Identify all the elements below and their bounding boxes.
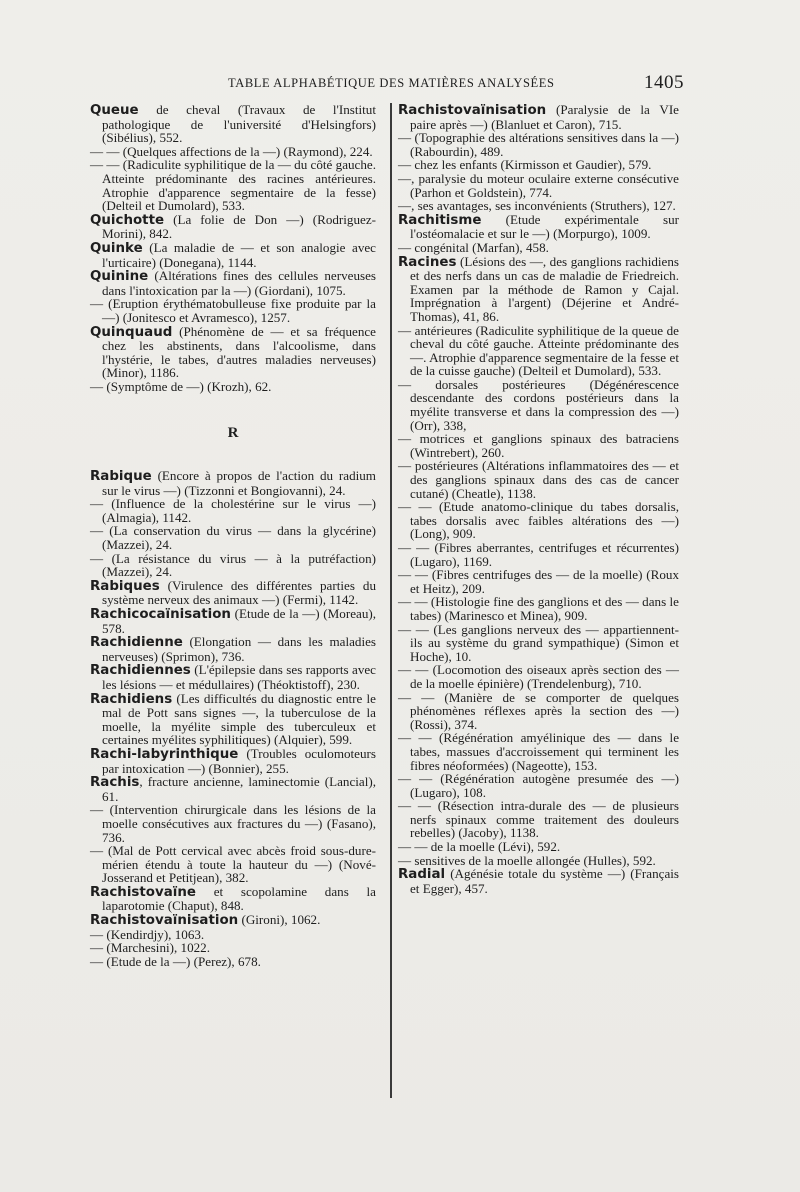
- page-number: 1405: [644, 72, 684, 93]
- index-entry: [398, 255, 679, 324]
- index-entry: [398, 772, 679, 799]
- index-entry: [90, 913, 376, 928]
- entry-text: — — (Histologie fine des ganglions et des — dans le tabes) (Marinesco et Minea), 909.: [398, 594, 679, 623]
- entry-text: (L'épilepsie dans ses rapports avec les lésions — et médullaires) (Théoktistoff), 230.: [102, 662, 376, 692]
- entry-headword: Rachistovaïnisation: [90, 913, 239, 929]
- entry-text: — (Topographie des altérations sensitives dans la —) (Rabourdin), 489.: [398, 130, 679, 159]
- entry-text: (Altérations fines des cellules nerveuses dans l'intoxication par la —) (Giordani), 1075.: [102, 268, 376, 298]
- index-entry: [398, 241, 679, 255]
- index-entry: [398, 378, 679, 432]
- entry-text: — — (Quelques affections de la —) (Raymond), 224.: [90, 143, 373, 159]
- index-entry: [398, 691, 679, 732]
- entry-text: — — (Les ganglions nerveux des — appartiennent-ils au système du grand sympathique) (Simon et Hoche), 10.: [398, 621, 679, 664]
- index-entry: [90, 469, 376, 497]
- entry-text: — antérieures (Radiculite syphilitique de la queue de cheval du côté gauche. Atteinte prédominante des —. Atrophie d'apparence segmentaire de la fesse et de la cuisse gauche) (Delteil et Dumolard), 533.: [398, 322, 679, 379]
- index-entry: [90, 635, 376, 663]
- entry-headword: Rachicocaïnisation: [90, 607, 231, 622]
- entry-text: (La folie de Don —) (Rodriguez-Morini), 842.: [102, 211, 376, 242]
- index-entry: [90, 213, 376, 241]
- left-column: [90, 103, 376, 968]
- index-entry: [398, 213, 679, 241]
- index-entry: [398, 663, 679, 690]
- entry-text: — (Eruption érythématobulleuse fixe produite par la —) (Jonitesco et Avramesco), 1257.: [90, 296, 376, 325]
- index-entry: [90, 241, 376, 269]
- index-entry: [90, 380, 376, 394]
- index-entry: [398, 131, 679, 158]
- right-column: [398, 103, 679, 895]
- entry-text: — (Mal de Pott cervical avec abcès froid sous-dure-mérien étendu à toute la hauteur du —) (Nové-Josserand et Petitjean), 382.: [90, 843, 376, 886]
- entry-text: — (La résistance du virus — à la putréfaction) (Mazzei), 24.: [90, 550, 376, 580]
- index-entry: [90, 325, 376, 380]
- entry-text: (Phénomène de — et sa fréquence chez les abstinents, dans l'alcoolisme, dans l'hystérie, le tabes, d'autres maladies nerveuses) (Minor), 1186.: [102, 323, 376, 381]
- section-letter: R: [227, 425, 239, 442]
- index-entry: [398, 432, 679, 459]
- index-entry: [90, 497, 376, 524]
- index-entry: [398, 199, 679, 213]
- entry-text: — — (Régénération autogène presumée des —) (Lugaro), 108.: [398, 771, 679, 800]
- entry-text: (Troubles oculomoteurs par intoxication —) (Bonnier), 255.: [102, 745, 376, 776]
- index-entry: [90, 844, 376, 885]
- entry-text: — — (Radiculite syphilitique de la — du côté gauche. Atteinte prédominante des racines antérieures. Atrophie d'apparence segmentaire de la fesse) (Delteil et Dumolard), 533.: [90, 157, 376, 214]
- entry-headword: Radial: [398, 867, 446, 883]
- index-entry: [90, 145, 376, 159]
- entry-text: — (La conservation du virus — dans la glycérine) (Mazzei), 24.: [90, 523, 376, 553]
- index-entry: [398, 172, 679, 199]
- index-entry: [398, 500, 679, 541]
- entry-text: — sensitives de la moelle allongée (Hulles), 592.: [398, 852, 656, 868]
- index-entry: [398, 568, 679, 595]
- entry-text: — — (Fibres centrifuges des — de la moelle) (Roux et Heitz), 209.: [398, 567, 679, 596]
- entry-headword: Quinquaud: [90, 324, 173, 340]
- index-entry: [90, 955, 376, 969]
- index-entry: [90, 297, 376, 324]
- entry-text: — (Etude de la —) (Perez), 678.: [90, 953, 261, 969]
- index-entry: [90, 158, 376, 212]
- entry-text: — (Symptôme de —) (Krozh), 62.: [90, 378, 272, 394]
- entry-text: — — (Régénération amyélinique des — dans le tabes, massues d'accroissement qui terminent les fibres néoformées) (Nageotte), 153.: [398, 730, 679, 773]
- entry-text: — (Intervention chirurgicale dans les lésions de la moelle consécutives aux fractures du —) (Fasano), 736.: [90, 802, 376, 845]
- index-entry: [398, 324, 679, 378]
- entry-text: (Etude expérimentale sur l'ostéomalacie et sur le —) (Morpurgo), 1009.: [410, 211, 679, 242]
- index-entry: [90, 269, 376, 297]
- entry-text: (Encore à propos de l'action du radium sur le virus —) (Tizzonni et Bongiovanni), 24.: [102, 468, 376, 498]
- entry-headword: Rachidiens: [90, 691, 173, 707]
- entry-text: —, paralysie du moteur oculaire externe consécutive (Parhon et Goldstein), 774.: [398, 170, 679, 200]
- entry-text: (La maladie de — et son analogie avec l'urticaire) (Donegana), 1144.: [102, 239, 376, 270]
- index-entry: [398, 158, 679, 172]
- index-entry: [398, 595, 679, 622]
- index-entry: [398, 731, 679, 772]
- entry-text: (Paralysie de la VIe paire après —) (Blanluet et Caron), 715.: [410, 102, 679, 132]
- entry-text: — (Marchesini), 1022.: [90, 940, 210, 956]
- index-entry: [398, 623, 679, 664]
- entry-text: — chez les enfants (Kirmisson et Gaudier), 579.: [398, 157, 652, 173]
- entry-headword: Rachistovaïne: [90, 884, 196, 900]
- entry-headword: Rachidienne: [90, 635, 183, 651]
- entry-headword: Quinine: [90, 269, 149, 285]
- index-entry: [90, 663, 376, 691]
- entry-text: , fracture ancienne, laminectomie (Lancial), 61.: [102, 774, 376, 804]
- index-entry: [90, 885, 376, 913]
- entry-text: — — (Locomotion des oiseaux après section des — de la moelle épinière) (Trendelenburg), 710.: [398, 662, 679, 691]
- index-entry: [398, 103, 679, 131]
- entry-text: — — (Manière de se comporter de quelques phénomènes réflexes après la section des —) (Rossi), 374.: [398, 689, 679, 732]
- entry-text: — dorsales postérieures (Dégénérescence descendante des cordons postérieurs dans la myélite transverse et dans la compression des —) (Orr), 338,: [398, 376, 679, 433]
- index-entry: [398, 799, 679, 840]
- entry-headword: Quinke: [90, 240, 143, 256]
- index-entry: [90, 775, 376, 803]
- entry-text: (Gironi), 1062.: [238, 912, 321, 928]
- entry-text: — postérieures (Altérations inflammatoires des — et des ganglions spinaux dans des cas de cancer cutané) (Cheatle), 1138.: [398, 458, 679, 501]
- entry-text: —, ses avantages, ses inconvénients (Struthers), 127.: [398, 198, 676, 214]
- entry-text: — (Kendirdjy), 1063.: [90, 926, 205, 942]
- entry-headword: Queue: [90, 103, 139, 118]
- entry-text: (Virulence des différentes parties du système nerveux des animaux —) (Fermi), 1142.: [102, 577, 376, 608]
- index-entry: [90, 747, 376, 775]
- entry-headword: Rachistovaïnisation: [398, 103, 547, 118]
- index-entry: [398, 854, 679, 868]
- index-entry: [398, 840, 679, 854]
- index-entry: [90, 803, 376, 844]
- index-entry: [90, 692, 376, 747]
- entry-text: (Etude de la —) (Moreau), 578.: [102, 606, 376, 636]
- entry-headword: Rachis: [90, 775, 140, 791]
- entry-headword: Rabiques: [90, 578, 160, 594]
- entry-text: de cheval (Travaux de l'Institut pathologique de l'université d'Helsingfors) (Sibélius), 552.: [102, 102, 376, 146]
- entry-headword: Racines: [398, 254, 457, 270]
- entry-text: (Lésions des —, des ganglions rachidiens et des nerfs dans un cas de maladie de Friedreich. Examen par la méthode de Ramon y Cajal. Imprégnation à l'argent) (Déjerine et André-Thomas), 41, 86.: [410, 253, 679, 324]
- index-entry: [398, 459, 679, 500]
- page-header: [0, 74, 800, 98]
- index-entry: [90, 941, 376, 955]
- index-entry: [90, 928, 376, 942]
- entry-text: et scopolamine dans la laparotomie (Chaput), 848.: [102, 883, 376, 914]
- entry-headword: Rabique: [90, 469, 152, 485]
- entry-text: — congénital (Marfan), 458.: [398, 239, 549, 255]
- entry-text: (Elongation — dans les maladies nerveuses) (Sprimon), 736.: [102, 634, 376, 664]
- entry-text: — — (Résection intra-durale des — de plusieurs nerfs spinaux comme traitement des douleurs rebelles) (Jacoby), 1138.: [398, 798, 679, 841]
- entry-headword: Rachitisme: [398, 212, 482, 228]
- index-entry: [90, 552, 376, 579]
- index-entry: [90, 607, 376, 635]
- entry-headword: Quichotte: [90, 212, 165, 228]
- entry-text: — motrices et ganglions spinaux des batraciens (Wintrebert), 260.: [398, 431, 679, 460]
- entry-headword: Rachi-labyrinthique: [90, 746, 239, 762]
- index-entry: [90, 103, 376, 145]
- entry-text: — (Influence de la cholestérine sur le virus —) (Almagia), 1142.: [90, 496, 376, 525]
- index-entry: [398, 541, 679, 568]
- entry-text: (Les difficultés du diagnostic entre le mal de Pott sans signes —, la tuberculose de la moelle, la myélite simple des tuberculeux et certaines myélites syphilitiques) (Alquier), 599.: [102, 690, 376, 748]
- entry-text: — — (Fibres aberrantes, centrifuges et récurrentes) (Lugaro), 1169.: [398, 540, 679, 569]
- index-entry: [90, 524, 376, 551]
- running-head: TABLE ALPHABÉTIQUE DES MATIÈRES ANALYSÉES: [228, 76, 555, 90]
- entry-text: — — (Etude anatomo-clinique du tabes dorsalis, tabes dorsalis avec faibles altérations des —) (Long), 909.: [398, 499, 679, 542]
- index-entry: [90, 579, 376, 607]
- entry-text: (Agénésie totale du système —) (Français et Egger), 457.: [410, 866, 679, 896]
- index-entry: [398, 867, 679, 895]
- entry-headword: Rachidiennes: [90, 663, 191, 679]
- column-divider: [390, 103, 392, 1098]
- entry-text: — — de la moelle (Lévi), 592.: [398, 839, 561, 855]
